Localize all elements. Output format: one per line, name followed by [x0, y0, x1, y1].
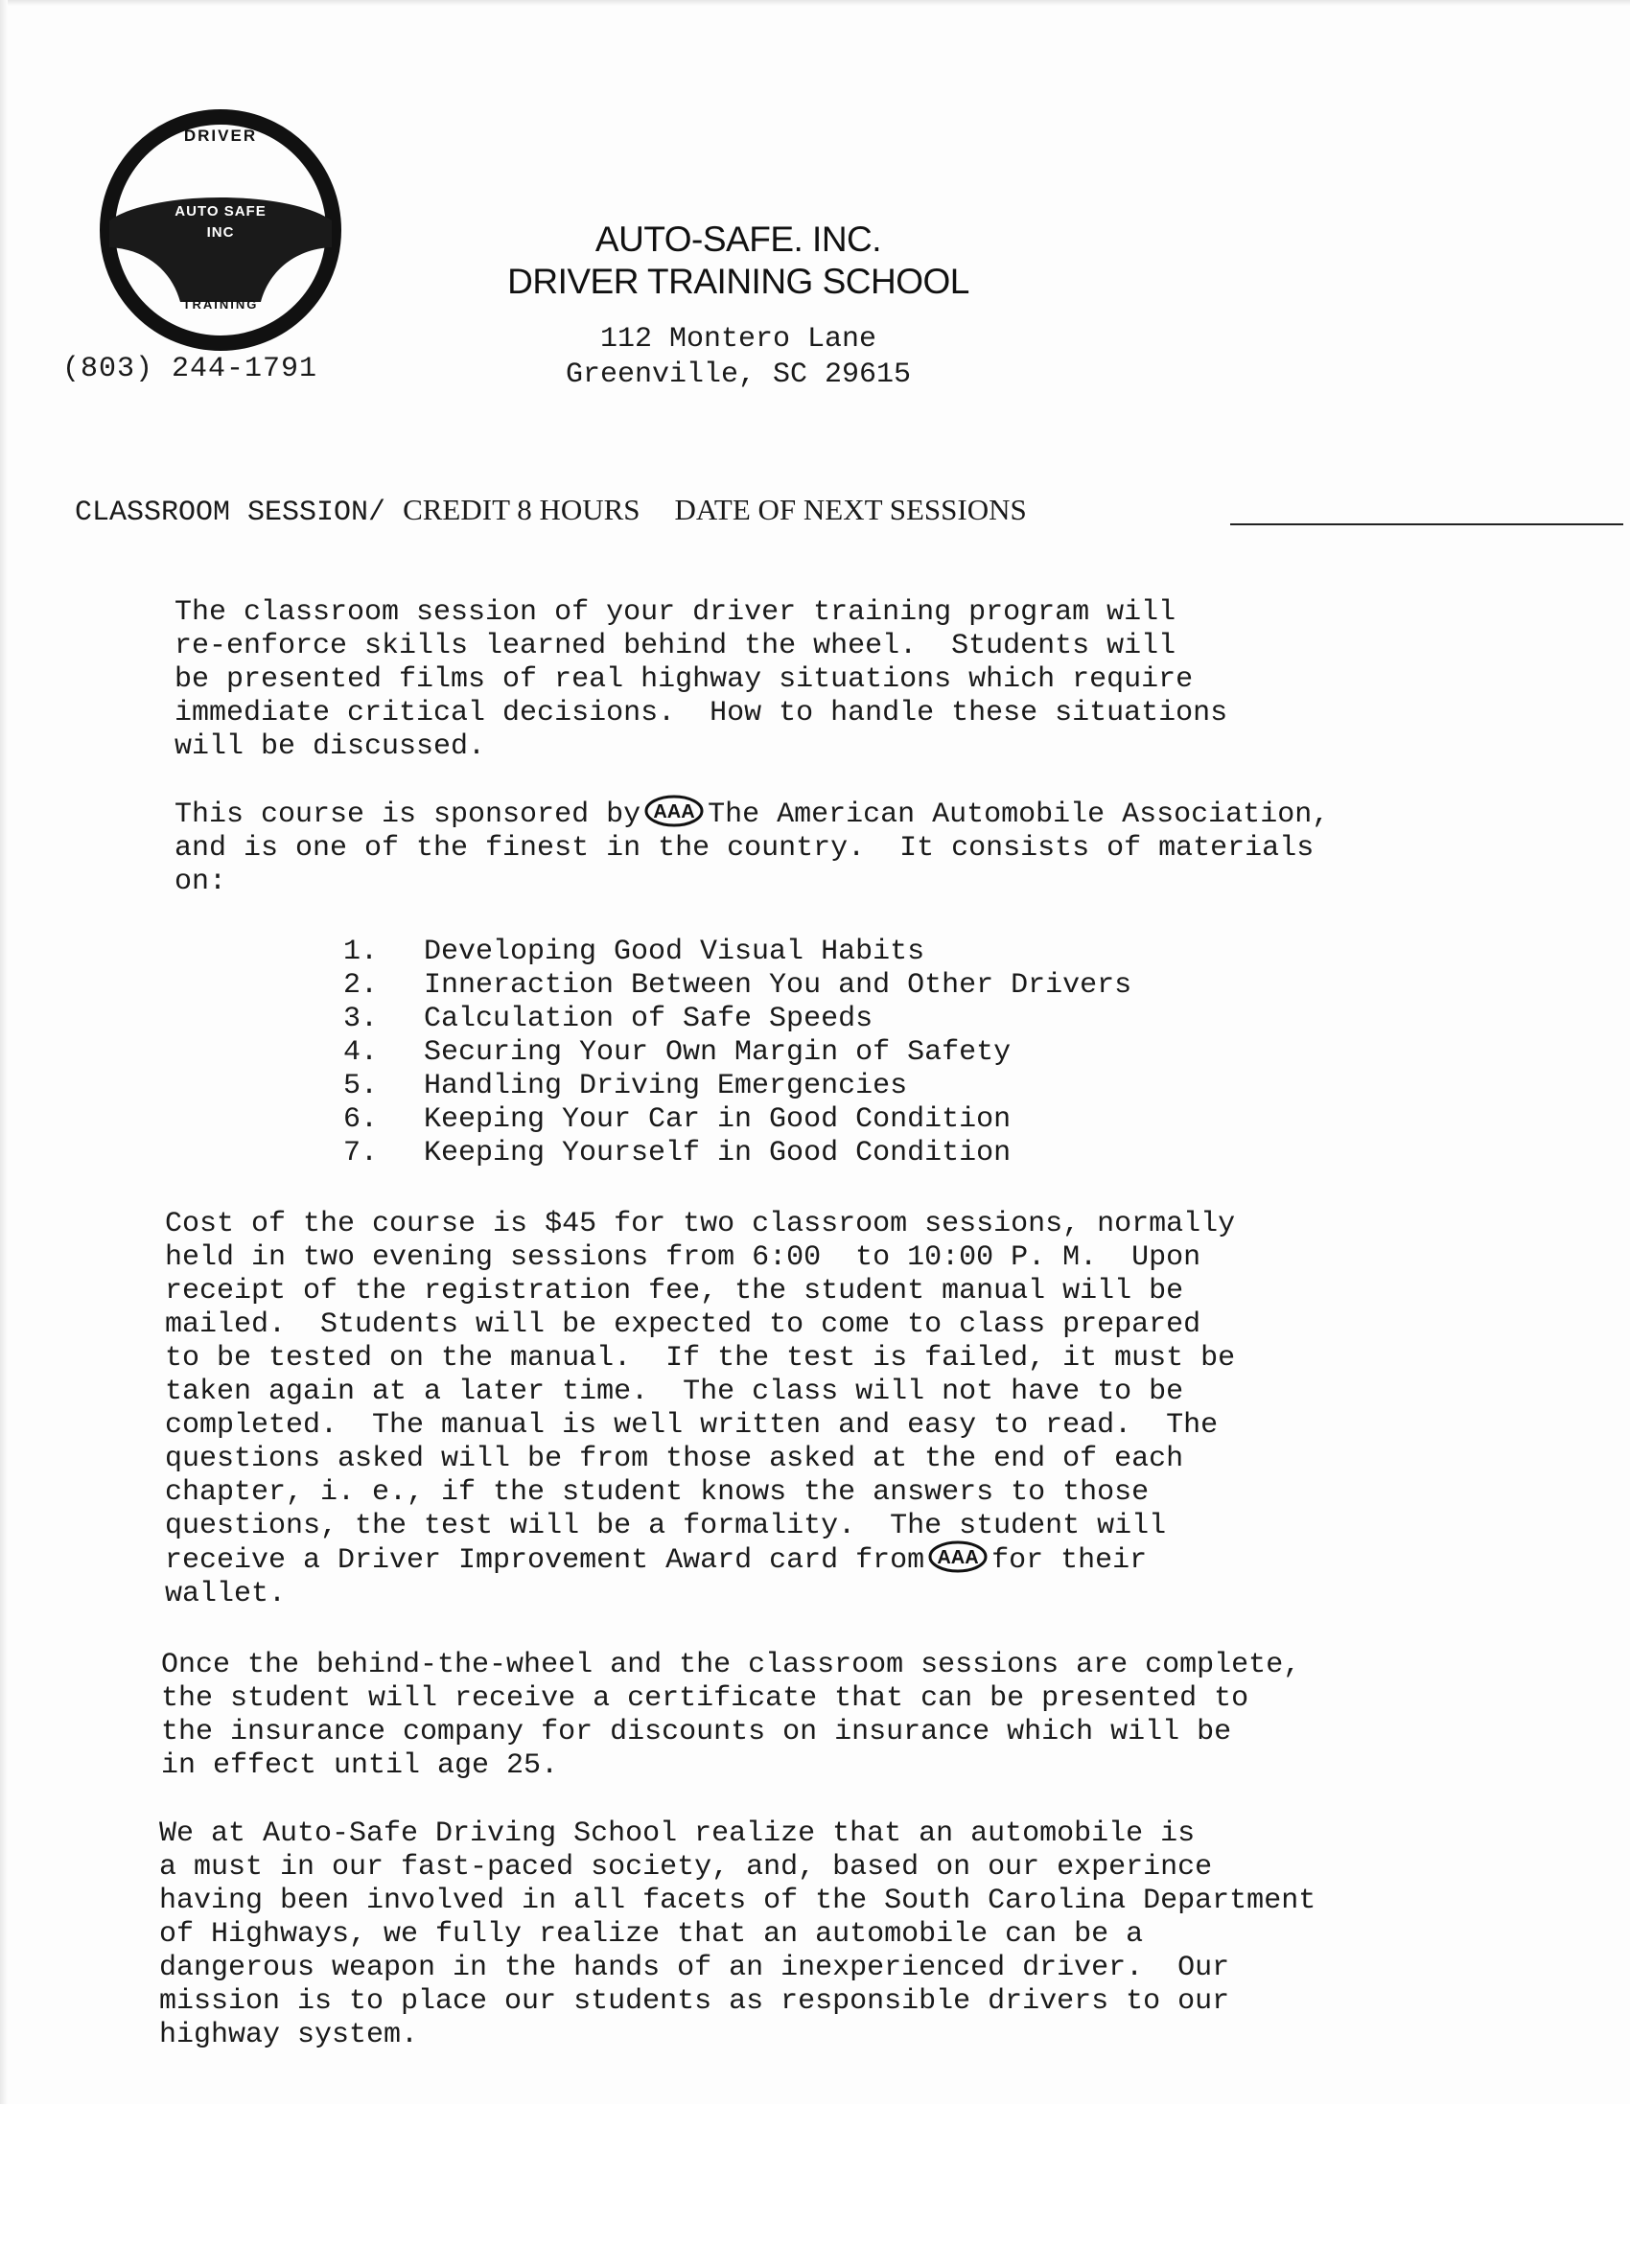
logo-center-text: [96, 201, 345, 243]
paragraph-line: and is one of the finest in the country. It consists of materials: [175, 831, 1315, 865]
paragraph-line: chapter, i. e., if the student knows the answers to those: [165, 1476, 1150, 1509]
logo-center-line1: AUTO SAFE: [175, 203, 267, 220]
list-item-text: Securing Your Own Margin of Safety: [424, 1036, 1012, 1069]
paragraph-line: taken again at a later time. The class will not have to be: [165, 1376, 1184, 1408]
list-item-number: 7.: [343, 1137, 379, 1169]
list-item-text: Calculation of Safe Speeds: [424, 1003, 873, 1035]
paragraph-line: mailed. Students will be expected to come to class prepared: [165, 1308, 1201, 1341]
list-item: [343, 1003, 1131, 1036]
session-date-label: DATE OF NEXT SESSIONS: [674, 493, 1027, 526]
steering-wheel-logo: [96, 105, 345, 355]
paragraph-line: wallet.: [165, 1577, 287, 1610]
paragraph-line: be presented films of real highway situations which require: [175, 663, 1194, 696]
paragraph-line: [165, 1543, 1235, 1578]
paragraph-line: held in two evening sessions from 6:00 to 10:00 P. M. Upon: [165, 1241, 1201, 1274]
sponsor-text-before: This course is sponsored by: [175, 798, 641, 831]
paragraph-line: to be tested on the manual. If the test is failed, it must be: [165, 1342, 1236, 1375]
scan-edge-left: [0, 0, 8, 2104]
paragraph-line: a must in our fast-paced society, and, based on our experince: [159, 1851, 1213, 1884]
paragraph-line: immediate critical decisions. How to handle these situations: [175, 697, 1228, 729]
paragraph-line: Cost of the course is $45 for two classroom sessions, normally: [165, 1208, 1236, 1240]
paragraph-line: re-enforce skills learned behind the wheel. Students will: [175, 630, 1176, 662]
aaa-logo-text: AAA: [653, 801, 695, 822]
paragraph-line: The classroom session of your driver training program will: [175, 596, 1176, 629]
list-item-number: 4.: [343, 1036, 379, 1069]
company-name: [470, 219, 1007, 303]
sponsor-text-after: The American Automobile Association,: [708, 798, 1330, 831]
logo-center-line2: INC: [206, 224, 235, 241]
session-credit: CREDIT 8 HOURS: [403, 493, 640, 526]
session-header: [75, 493, 1027, 529]
paragraph-line: completed. The manual is well written and easy to read. The: [165, 1409, 1219, 1442]
aaa-logo-icon: [928, 1540, 988, 1573]
paragraph-line: of Highways, we fully realize that an automobile can be a: [159, 1918, 1144, 1951]
company-name-line1: AUTO-SAFE. INC.: [594, 220, 882, 259]
paragraph-cost: [165, 1208, 1235, 1611]
logo-top-text: DRIVER: [183, 127, 258, 145]
paragraph-line: highway system.: [159, 2019, 419, 2051]
paragraph-intro: [175, 596, 1227, 764]
list-item-number: 6.: [343, 1103, 379, 1136]
paragraph-line: We at Auto-Safe Driving School realize that an automobile is: [159, 1817, 1196, 1850]
aaa-logo-icon: [644, 795, 704, 827]
topics-list: [343, 936, 1131, 1170]
paragraph-certificate: [161, 1649, 1300, 1783]
scan-bottom-margin: [0, 2104, 1630, 2268]
address-street: 112 Montero Lane: [599, 323, 877, 356]
list-item-number: 2.: [343, 969, 379, 1002]
paragraph-line: mission is to place our students as responsible drivers to our: [159, 1985, 1230, 2018]
paragraph-line: receipt of the registration fee, the student manual will be: [165, 1275, 1184, 1308]
award-text-after: for their: [991, 1543, 1148, 1577]
scan-edge-top: [0, 0, 1630, 6]
paragraph-sponsor: [175, 798, 1329, 899]
aaa-logo-text: AAA: [937, 1547, 979, 1568]
paragraph-line: dangerous weapon in the hands of an inexperienced driver. Our: [159, 1952, 1230, 1984]
list-item: [343, 1070, 1131, 1103]
list-item: [343, 1137, 1131, 1170]
list-item-text: Keeping Your Car in Good Condition: [424, 1103, 1012, 1136]
company-name-line2: DRIVER TRAINING SCHOOL: [507, 262, 969, 301]
paragraph-line: questions, the test will be a formality. The student will: [165, 1510, 1167, 1542]
paragraph-line: questions asked will be from those asked at the end of each: [165, 1443, 1184, 1475]
list-item-text: Developing Good Visual Habits: [424, 936, 925, 968]
paragraph-line: Once the behind-the-wheel and the classroom sessions are complete,: [161, 1649, 1301, 1681]
list-item: [343, 969, 1131, 1003]
list-item-text: Inneraction Between You and Other Drivers: [424, 969, 1132, 1002]
list-item-number: 1.: [343, 936, 379, 968]
phone-number: (803) 244-1791: [62, 353, 318, 385]
paragraph-line: on:: [175, 865, 227, 898]
logo-bottom-text: TRAINING: [182, 297, 259, 312]
award-text-before: receive a Driver Improvement Award card from: [165, 1543, 925, 1577]
list-item: [343, 1036, 1131, 1070]
date-blank-line: [1230, 523, 1623, 525]
list-item-text: Keeping Yourself in Good Condition: [424, 1137, 1012, 1169]
company-address: [499, 322, 978, 393]
list-item: [343, 936, 1131, 969]
paragraph-line: having been involved in all facets of the South Carolina Department: [159, 1885, 1316, 1917]
list-item-number: 3.: [343, 1003, 379, 1035]
address-city: Greenville, SC 29615: [565, 359, 912, 391]
paragraph-line: will be discussed.: [175, 730, 486, 763]
paragraph-mission: [159, 1817, 1316, 2052]
paragraph-line: the insurance company for discounts on insurance which will be: [161, 1716, 1232, 1748]
paragraph-line: the student will receive a certificate that can be presented to: [161, 1682, 1249, 1715]
session-label: CLASSROOM SESSION/: [75, 497, 386, 529]
list-item: [343, 1103, 1131, 1137]
list-item-number: 5.: [343, 1070, 379, 1102]
paragraph-line: in effect until age 25.: [161, 1749, 559, 1782]
list-item-text: Handling Driving Emergencies: [424, 1070, 908, 1102]
paragraph-line: [175, 798, 1329, 832]
